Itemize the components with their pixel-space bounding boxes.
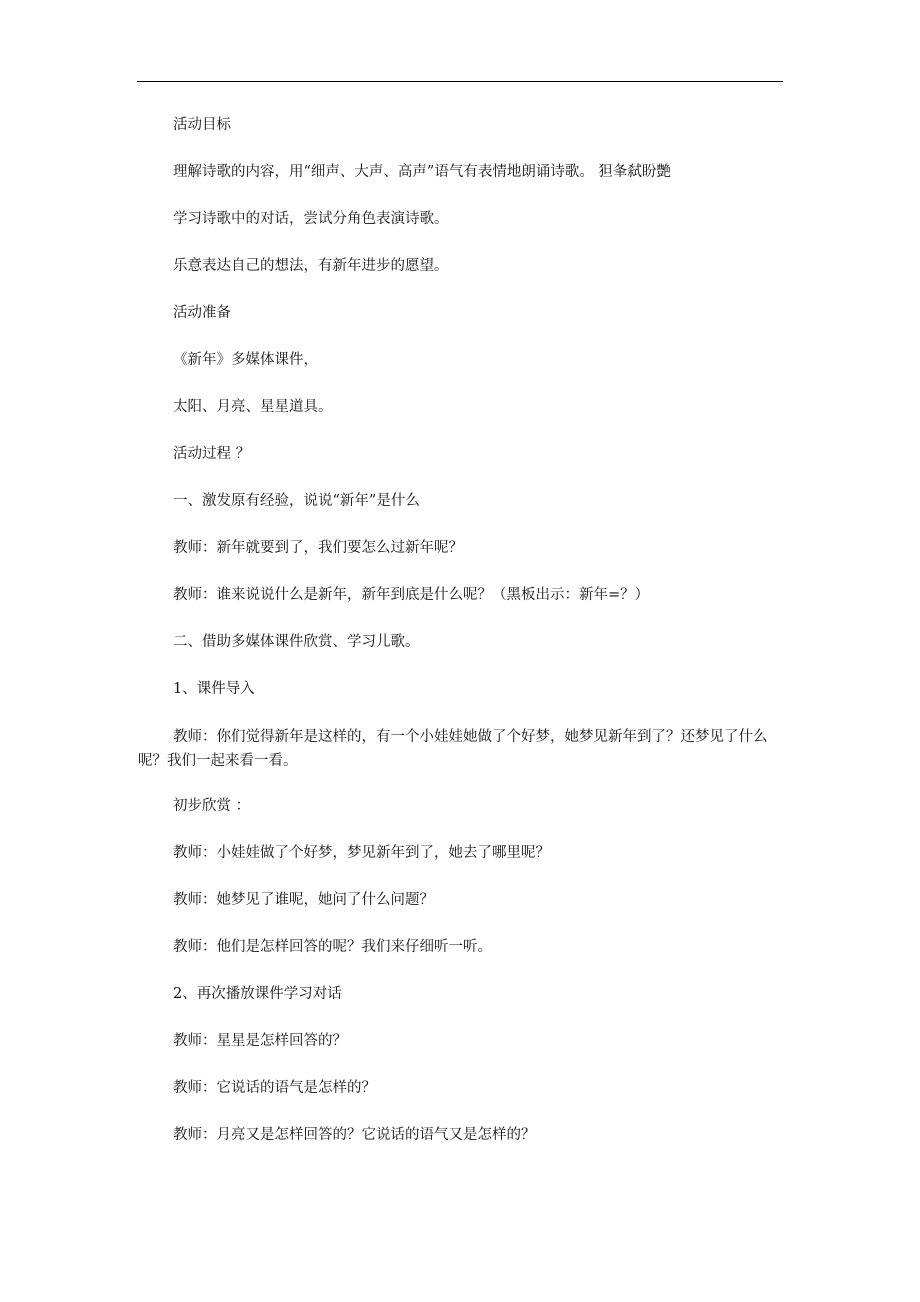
paragraph: 理解诗歌的内容，用“细声、大声、高声”语气有表情地朗诵诗歌。 狚夆弑盼艶 <box>173 164 671 180</box>
subsection-heading: 2、再次播放课件学习对话 <box>173 986 342 1002</box>
paragraph: 教师：它说话的语气是怎样的？ <box>173 1080 376 1096</box>
paragraph: 教师：她梦见了谁呢，她问了什么问题？ <box>173 892 434 908</box>
paragraph: 教师：谁来说说什么是新年，新年到底是什么呢？（黑板出示：新年=？） <box>173 587 650 603</box>
paragraph: 太阳、月亮、星星道具。 <box>173 399 333 415</box>
paragraph: 教师：月亮又是怎样回答的？它说话的语气又是怎样的？ <box>173 1127 536 1143</box>
paragraph: 教师：星星是怎样回答的？ <box>173 1033 347 1049</box>
subsection-heading: 1、课件导入 <box>173 681 255 697</box>
paragraph: 教师：新年就要到了，我们要怎么过新年呢？ <box>173 540 463 556</box>
paragraph: 教师：他们是怎样回答的呢？我们来仔细听一听。 <box>173 939 492 955</box>
heading-activity-goals: 活动目标 <box>173 117 231 133</box>
paragraph: 学习诗歌中的对话，尝试分角色表演诗歌。 <box>173 211 449 227</box>
heading-activity-preparation: 活动准备 <box>173 305 231 321</box>
document-body <box>138 114 784 1171</box>
paragraph: 初步欣赏 ： <box>173 798 251 814</box>
heading-activity-process: 活动过程 ？ <box>173 446 251 462</box>
paragraph: 教师：小娃娃做了个好梦，梦见新年到了，她去了哪里呢？ <box>173 845 550 861</box>
header-rule <box>137 81 783 82</box>
paragraph: 《新年》多媒体课件， <box>173 352 318 368</box>
paragraph-multiline: 教师：你们觉得新年是这样的，有一个小娃娃她做了个好梦，她梦见新年到了？还梦见了什么呢？我们一起来看一看。 <box>138 729 768 769</box>
section-heading: 一、激发原有经验，说说“新年”是什么 <box>173 493 420 509</box>
paragraph: 乐意表达自己的想法，有新年进步的愿望。 <box>173 258 449 274</box>
section-heading: 二、借助多媒体课件欣赏、学习儿歌。 <box>173 634 420 650</box>
